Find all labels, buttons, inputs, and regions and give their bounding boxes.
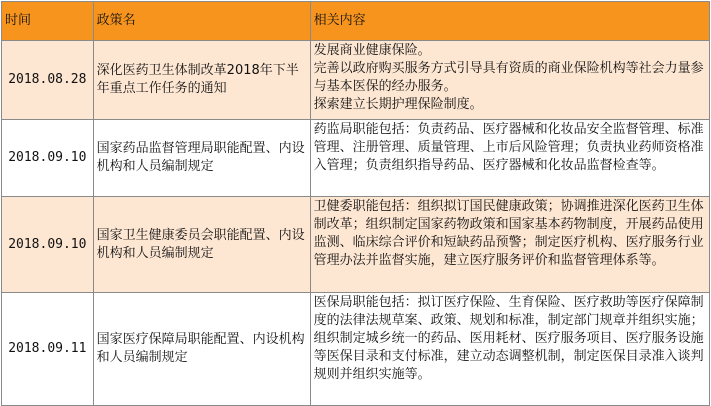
content-line: 卫健委职能包括：组织拟订国民健康政策；协调推进深化医药卫生体制改革；组织制定国家药物政策和国家基本药物制度，开展药品使用监测、临床综合评价和短缺药品预警；制定医疗机构、医疗服务行业管理办法并监督实施，建立医疗服务评价和监督管理体系等。: [313, 199, 704, 268]
date-cell[interactable]: 2018.09.11: [2, 293, 94, 406]
table-row: [2, 120, 710, 197]
date-cell[interactable]: 2018.09.10: [2, 120, 94, 197]
table-row: [2, 197, 710, 293]
policy-cell[interactable]: 深化医药卫生体制改革2018年下半年重点工作任务的通知: [93, 41, 310, 120]
table-row: [2, 293, 710, 406]
header-date[interactable]: 时间: [2, 2, 94, 41]
header-row: [2, 2, 710, 41]
content-line: 完善以政府购买服务方式引导具有资质的商业保险机构等社会力量参与基本医保的经办服务。: [313, 61, 704, 94]
content-line: 发展商业健康保险。: [313, 43, 431, 58]
policy-table: [1, 1, 710, 406]
date-cell[interactable]: 2018.09.10: [2, 197, 94, 293]
header-policy[interactable]: 政策名: [93, 2, 310, 41]
content-cell[interactable]: [310, 41, 709, 120]
content-cell[interactable]: [310, 293, 709, 406]
table-row: [2, 41, 710, 120]
policy-cell[interactable]: 国家医疗保障局职能配置、内设机构和人员编制规定: [93, 293, 310, 406]
content-cell[interactable]: [310, 120, 709, 197]
content-line: 药监局职能包括：负责药品、医疗器械和化妆品安全监督管理、标准管理、注册管理、质量管理、上市后风险管理；负责执业药师资格准入管理；负责组织指导药品、医疗器械和化妆品监督检查等。: [313, 122, 704, 173]
content-line: 探索建立长期护理保险制度。: [313, 97, 483, 112]
date-cell[interactable]: 2018.08.28: [2, 41, 94, 120]
header-content[interactable]: 相关内容: [310, 2, 709, 41]
policy-cell[interactable]: 国家药品监督管理局职能配置、内设机构和人员编制规定: [93, 120, 310, 197]
content-line: 医保局职能包括：拟订医疗保险、生育保险、医疗救助等医疗保障制度的法律法规草案、政策、规划和标准，制定部门规章并组织实施；组织制定城乡统一的药品、医用耗材、医疗服务项目、医疗服务设施等医保目录和支付标准，建立动态调整机制，制定医保目录准入谈判规则并组织实施等。: [313, 295, 704, 382]
policy-cell[interactable]: 国家卫生健康委员会职能配置、内设机构和人员编制规定: [93, 197, 310, 293]
content-cell[interactable]: [310, 197, 709, 293]
